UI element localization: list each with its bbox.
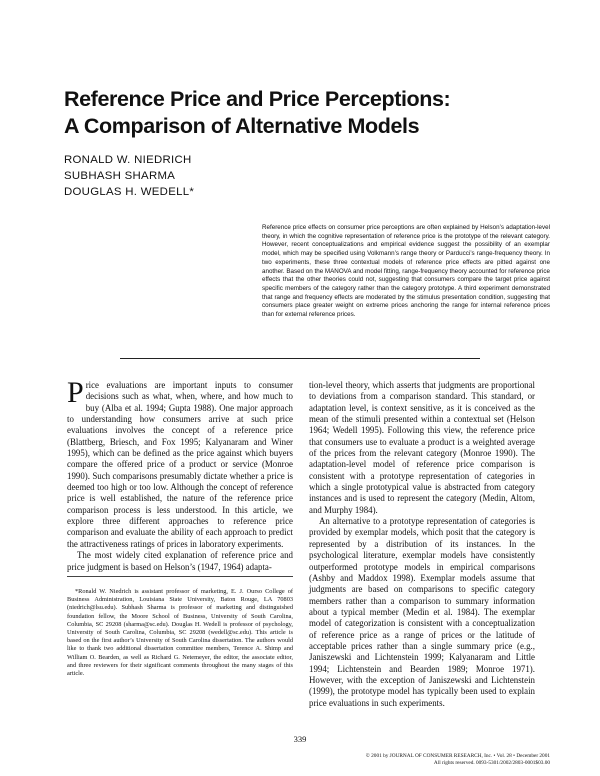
author-name: RONALD W. NIEDRICH: [64, 154, 192, 166]
copyright-line: All rights reserved. 0093-5301/2002/2803-0001$03.00: [433, 760, 550, 766]
title-line-2: A Comparison of Alternative Models: [64, 114, 420, 138]
page-number: 339: [293, 734, 307, 744]
title-line-1: Reference Price and Price Perceptions:: [64, 87, 451, 111]
author-footnote: *Ronald W. Niedrich is assistant professor of marketing, E. J. Ourso College of Business Administration, Louisiana State University, Baton Rouge, LA 70803 (niedrich@lsu.edu). Subhash Sharma is professor of marketing and distinguished foundation fellow, the Moore School of Business, University of South Carolina, Columbia, SC 29208 (sharma@sc.edu). Douglas H. Wedell is professor of psychology, University of South Carolina, Columbia, SC 29208 (wedell@sc.edu). This article is based on the first author’s University of South Carolina dissertation. The authors would like to thank two additional dissertation committee members, Terence A. Shimp and William O. Bearden, as well as Richard G. Netemeyer, the editor, the associate editor, and three reviewers for their significant comments throughout the many stages of this article.: [67, 588, 293, 678]
copyright-notice: [366, 753, 550, 767]
body-paragraph: [67, 376, 293, 550]
copyright-line: © 2001 by JOURNAL OF CONSUMER RESEARCH, Inc. • Vol. 28 • December 2001: [365, 753, 550, 759]
body-column-left: [67, 376, 293, 573]
author-list: [64, 152, 194, 200]
footnote-divider: [67, 576, 293, 577]
section-divider: [120, 358, 480, 359]
article-title: [64, 86, 544, 140]
drop-cap: P: [67, 376, 84, 409]
body-paragraph: An alternative to a prototype representation of categories is provided by exemplar models, which posit that the category is represented by a distribution of its instances. In the psychological literature, exemplar models have consistently outperformed prototype models in empirical comparisons (Ashby and Maddox 1998). Exemplar models assume that judgments are based on comparisons to specific category members rather than a comparison to summary information about a typical member (Medin et al. 1984). The exemplar model of categorization is consistent with a conceptualization of reference price as a range of prices or the latitude of acceptable prices rather than a single summary price (e.g., Janiszewski and Lichtenstein 1999; Kalyanaram and Little 1994; Lichtenstein and Bearden 1989; Monroe 1971). However, with the exception of Janiszewski and Lichtenstein (1999), the prototype model has typically been used to explain price evaluations in such experiments.: [309, 516, 535, 708]
paragraph-text: rice evaluations are important inputs to consumer decisions such as what, when, where, and how much to buy (Alba et al. 1994; Gupta 1988). One major approach to understanding how consumers arrive at such price evaluations involves the concept of a reference price (Blattberg, Briesch, and Fox 1995; Kalyanaram and Winer 1995), which can be defined as the price against which buyers compare the offered price of a product or service (Monroe 1990). Such comparisons presumably dictate whether a price is deemed too high or too low. Although the concept of reference price is well established, the nature of the reference price comparison process is less understood. In this article, we explore three different approaches to reference price comparison and evaluate the ability of each approach to predict the attractiveness ratings of prices in laboratory experiments.: [67, 380, 293, 549]
abstract: Reference price effects on consumer price perceptions are often explained by Helson’s adaptation-level theory, in which the cognitive representation of reference price is the prototype of the relevant category. However, recent conceptualizations and empirical evidence suggest the possibility of an exemplar model, which may be specified using Volkmann’s range theory or Parducci’s range-frequency theory. In two experiments, these three contextual models of reference price effects are pitted against one another. Based on the MANOVA and model fitting, range-frequency theory accounted for reference price effects that the other theories could not, suggesting that consumers compare the target price against specific members of the category rather than the category prototype. A third experiment demonstrated that range and frequency effects are moderated by the stimulus presentation condition, suggesting that consumers place greater weight on extreme prices anchoring the range for internal reference prices than for external reference prices.: [262, 224, 550, 319]
body-column-right: [309, 380, 535, 709]
body-paragraph: tion-level theory, which asserts that judgments are proportional to deviations from a comparison standard. This standard, or adaptation level, is context sensitive, as it is conceived as the mean of the stimuli presented within a contextual set (Helson 1964; Wedell 1995). Following this view, the reference price that consumers use to evaluate a product is a weighted average of the prices from the relevant category (Monroe 1990). The adaptation-level model of reference price comparison is consistent with a prototype representation of categories in which a single prototypical value is abstracted from category instances and is used to represent the category (Medin, Altom, and Murphy 1984).: [309, 380, 535, 515]
author-name: SUBHASH SHARMA: [64, 170, 176, 182]
body-paragraph: The most widely cited explanation of reference price and price judgment is based on Helson’s (1947, 1964) adapta-: [67, 550, 293, 572]
author-name: DOUGLAS H. WEDELL*: [64, 186, 195, 198]
